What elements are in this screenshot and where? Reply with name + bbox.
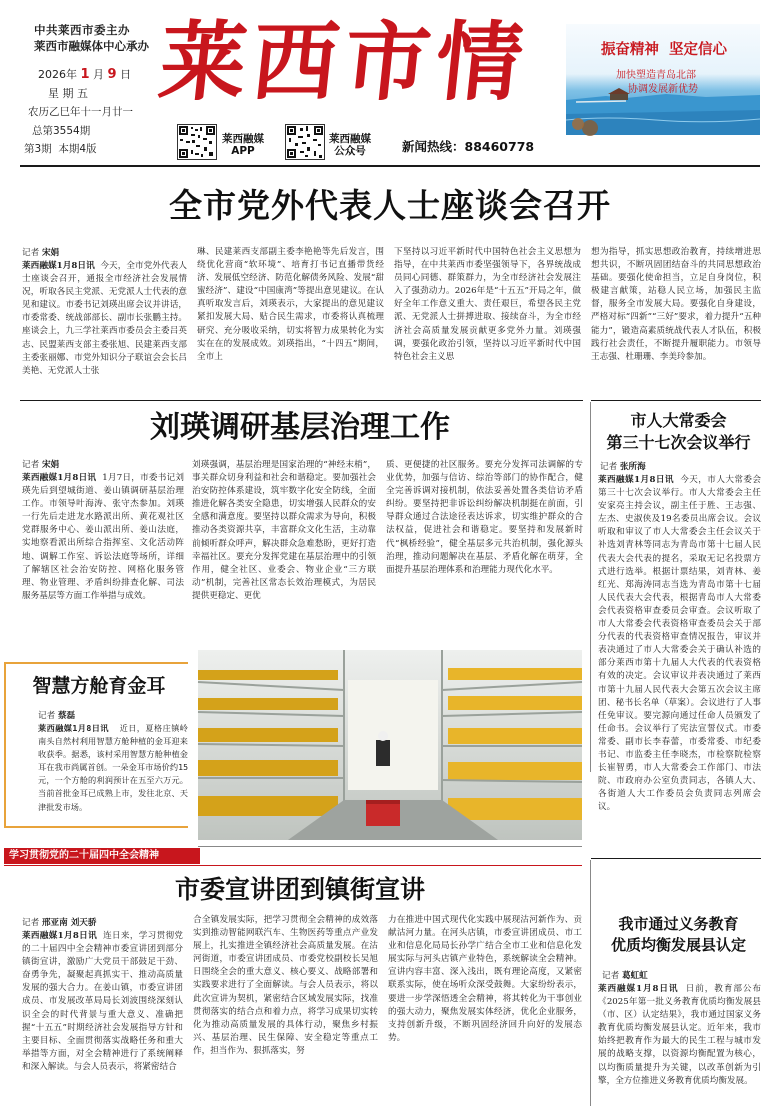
article6-headline-line2: 优质均衡发展县认定 [610,936,746,954]
banner-line-2: 加快塑造青岛北部 [616,70,696,81]
article5-column-2: 合全镇发展实际，把学习贯彻全会精神的成效落实到推动智能网联汽车、生物医药等重点产业发展上，扎实推进全镇经济社会高质量发展。在沽河街道，市委宣讲团成员、市委党校副校长吴旭日围绕全会的重大意义、核心要义、战略部署和实践要求进行了全面解读。与会人员表示，将以此次宣讲为契机，紧密结合区域发展实际，找准贯彻落实的结合点和着力点，将学习成果切实转化为推动高质量发展的具体行动，聚焦乡村振兴、基层治理、民生保障、安全稳定等重点工作，担当作为、狠抓落实，努 [193,915,378,1056]
total-issue: 总第3554期 [32,125,91,137]
newspaper-title: 莱西市情 [154,12,534,113]
article6-reporter: 葛虹虹 [621,971,648,981]
article3-body [598,474,761,813]
right-column-divider-2 [590,860,591,1106]
divider-2 [198,846,582,847]
app-qr-code[interactable] [177,124,217,160]
article4-reporter: 蔡磊 [57,711,76,721]
article1-dateline: 莱西融媒1月8日讯 [22,261,95,271]
article1-column-1 [22,260,187,376]
article3-reporter: 张所海 [619,462,646,472]
wechat-qr-label-line1: 莱西融媒 [329,133,371,145]
article3-dateline: 莱西融媒1月8日讯 [598,475,674,485]
sponsor-line-1: 中共莱西市委主办 [34,23,130,37]
divider-1 [20,400,583,401]
article6-body-text: 日前，教育部公布《2025年第一批义务教育优质均衡发展县（市、区）认定结果》，我市通过国家义务教育优质均衡发展县认定。近年来，我市始终把教育作为最大的民生工程与城市发展的战略支撑，以资源均衡配置为核心，以均衡质量提升为关键，以改革创新为引擎，全方位推进义务教育优质均衡发展。 [598,984,761,1086]
article5-headline: 市委宣讲团到镇街宣讲 [174,875,425,904]
article1-col1-text: 今天，全市党外代表人士座谈会召开，通报全市经济社会发展情况，听取各民主党派、无党派人士代表的意见和建议。市委书记刘瑛出席会议并讲话，市委常委、统战部部长、副市长张鹏主持。座谈会上，九三学社莱西市委员会主委吕英志、民盟莱西支部主委张旭、民建莱西支部主委张丽娜、市党外知识分子联谊会会长吕美艳、无党派人士张 [22,261,187,376]
article3-body-text: 今天，市人大常委会第三十七次会议举行。市人大常委会主任安家亮主持会议，副主任于胜、王志强、左杰、史淑侠及19名委员出席会议。会议听取和审议了市人大常委会主任会议关于补选刘青林等同志为青岛市第十七届人民代表大会代表的提名，采取无记名投票方式进行选举。根据计票结果，刘青林、姜红光、郑海涛同志当选为青岛市第十七届人民代表大会代表，根据青岛市人大常委会代表资格审查委员会审查。会议听取了市人大常委会代表资格审查委员会关于部分代表的代表资格审查情况报告，审议并表决通过了市人大常委会关于确认补选的部分莱西市第十九届人大代表的代表资格有效的决定。会议审议并表决通过了莱西市第十九届人民代表大会第五次会议主席团、秘书长名单（草案）。会议进行了人事任免审议。要完源向通过任命人员颁发了任命书。会议举行了宪法宣誓仪式。市委常委、副市长李春蕾，市委常委、市纪委书记、市监委主任李晓杰，市检察院检察长崔智勇，市人大常委会工作部门、市法院、市政府办公室负责同志，各镇人大、各街道人大工作委员会负责同志列席会议。 [598,475,761,813]
hotline-number[interactable]: 88460778 [464,139,535,154]
article5-col1-text: 连日来，学习贯彻党的二十届四中全会精神市委宣讲团到部分镇街宣讲，激励广大党员干部鼓足干劲、奋勇争先，凝聚起真抓实干、推动高质量发展的强大合力。在姜山镇，市委宣讲团成员、市发展改革局局长刘波围绕深刻认识全会的时代背景与重大意义、准确把握“十五五”时期经济社会发展指导方针和主要目标、全面贯彻落实战略任务和重大举措等方面，对全会精神进行了系统阐释和深入解读。与会人员表示，将紧密结合 [22,931,183,1072]
divider-1b [591,400,761,401]
article5-column-1 [22,930,183,1102]
banner-line-3: 协调发展新优势 [628,84,698,95]
article5-reporter: 邢亚南 刘天骄 [41,918,97,928]
article2-column-1 [22,472,184,624]
article2-column-3: 质、更便捷的社区服务。要充分发挥司法调解的专业优势，加强与信访、综治等部门的协作配合，健全完善诉调对接机制，依法妥善处置各类信访矛盾纠纷。要坚持把非诉讼纠纷解决机制挺在前面，引导群众通过合法途径表达诉求，切实维护群众的合法权益，促进社会和谐稳定。要坚持和发展新时代“枫桥经验”，健全基层多元共治机制，强化源头治理，推动问题解决在基层、矛盾化解在萌芽，全面提升基层治理体系和治理能力现代化水平。 [386,460,583,575]
reporter-label: 记者 [38,711,56,721]
article4-body-text: 近日，夏格庄镇岭南头自然村利用智慧方舱种植的金耳迎来收获季。据悉，该村采用智慧方舱种植金耳在我市尚属首创。一朵金耳市场价约15元，一个方舱的利润预计在五至六万元。当前首批金耳已成熟上市，发往北京、天津批发市场。 [38,723,188,812]
app-qr-label [222,133,264,157]
masthead [0,0,772,160]
article2-col1-text: 1月7日，市委书记刘瑛先后到望城街道、姜山镇调研基层治理工作。市领导叶海涛、张守杰参加。刘瑛一行先后走进龙水路派出所、黄花观社区党群服务中心、姜山派出所、姜山法庭，实地察看派出所综合指挥室、文化活动阵地、调解工作室、诉讼法庭等场所，详细了解辖区社会治安防控、网格化服务管理、物业管理、矛盾纠纷排查化解、司法服务基层等方面工作举措与成效。 [22,473,184,601]
section-tag-underline [4,865,582,866]
article1-column-3: 下坚持以习近平新时代中国特色社会主义思想为指导，在中共莱西市委坚强领导下，各界统战成员同心同德、群策群力，为全市经济社会发展注入了强劲动力。2026年是“十五五”开局之年，做好全年工作意义重大、责任艰巨，希望各民主党派、无党派人士拼搏进取、接续奋斗，为全市经济社会高质量发展贡献更多党外力量。刘瑛强调，要强化政治引领，坚持以习近平新时代中国特色社会主义思 [394,247,581,362]
article1-byline [22,247,187,260]
article6-reporter-line [602,970,648,983]
weekday: 星 期 五 [48,87,88,100]
article3-headline-line2: 第三十七次会议举行 [606,433,751,452]
divider-3 [591,858,761,859]
date-year: 2026年 [38,68,77,81]
article5-column-3: 力在推进中国式现代化实践中展现沽河新作为、贡献沽河力量。在河头店镇，市委宣讲团成员、市工业和信息化局局长孙学广结合全市工业和信息化发展实际与河头店镇产业特色，系统解读全会精神。宣讲内容丰富、深入浅出，既有理论高度，又紧密联系实际，使在场听众深受鼓舞。大家纷纷表示，要进一步学深悟透全会精神，将其转化为干事创业的强大动力，聚焦发展实体经济，优化企业服务，支持创新升级，不断巩固经济回升向好的发展态势。 [388,915,582,1043]
article2-dateline: 莱西融媒1月8日讯 [22,473,97,483]
masthead-divider [20,165,760,167]
reporter-label: 记者 [22,460,40,470]
wechat-qr-label-line2: 公众号 [334,145,366,157]
article1-column-4: 想为指导，抓实思想政治教育，持续增进思想共识，不断巩固团结奋斗的共同思想政治基础。要强化使命担当，立足自身岗位，积极建言献策，站稳人民立场，加强民主监督，服务全市发展大局。要强化自身建设，严格对标“四新”“三好”要求，着力提升“五种能力”，锻造高素质统战代表人才队伍，积极践行社会责任，不断提升履职能力。市领导王志强、杜珊珊、李美玲参加。 [591,247,761,362]
article2-reporter: 宋娟 [41,460,60,470]
date-day: 9 [107,67,117,82]
reporter-label: 记者 [22,248,40,258]
reporter-label: 记者 [602,971,620,981]
article4-body [38,722,188,822]
article4-dateline: 莱西融媒1月8日讯 [38,723,109,733]
right-column-divider [590,402,591,772]
article1-reporter-line [22,247,187,260]
sponsor-line-2: 莱西市融媒体中心承办 [34,39,149,53]
date-day-suffix: 日 [120,68,132,81]
hotline-label: 新闻热线： [402,139,465,154]
news-hotline [402,137,534,155]
article2-column-2: 刘瑛强调，基层治理是国家治理的“神经末梢”，事关群众切身利益和社会和谐稳定。要加强社会治安防控体系建设，筑牢数字化安全防线，全面推进化解各类安全隐患，切实增强人民群众的安全感和满意度。要坚持以群众需求为导向，积极推动各类资源共享，丰富群众文化生活，主动靠前倾听群众呼声，解决群众急难愁盼，更好打造幸福社区。要充分发挥党建在基层治理中的引领作用，健全社区、业委会、物业企业“三方联动”机制，完善社区常态长效治理模式，为居民提供更稳定、更优 [192,460,376,601]
wechat-qr-label [329,133,371,157]
article6-body [598,983,761,1102]
article3-headline-line1: 市人大常委会 [630,411,727,430]
article2-headline: 刘瑛调研基层治理工作 [150,410,450,445]
app-qr-label-line1: 莱西融媒 [222,133,264,145]
issue-number: 第3期 本期4版 [24,143,97,155]
article4-headline: 智慧方舱育金耳 [32,675,166,697]
article2-reporter-line [22,459,59,472]
section-tag: 学习贯彻党的二十届四中全会精神 [4,848,200,864]
article3-reporter-line [600,461,646,474]
date-month-suffix: 月 [93,68,105,81]
article1-headline: 全市党外代表人士座谈会召开 [169,186,611,225]
article5-reporter-line [22,917,97,930]
article6-dateline: 莱西融媒1月8日讯 [598,984,679,994]
app-qr-label-line2: APP [231,145,255,157]
wechat-qr-code[interactable] [285,124,325,160]
golden-fungus-photo [198,650,582,840]
reporter-label: 记者 [600,462,618,472]
article1-column-2: 琳、民建莱西支部副主委李艳艳等先后发言，围绕优化营商“软环境”、培育打书记直播带货经济、发展低空经济、防范化解债务风险、发展“甜蜜经济”、建设“中国康湾”等提出意见建议。在认真听取发言后，刘瑛表示，大家提出的意见建议紧扣发展大局、贴合民生需求，市委将认真梳理研究、充分吸收采纳，切实将智力成果转化为实实在在的发展成效。刘瑛指出，“十四五”期间，全市上 [197,247,384,362]
article1-reporter: 宋娟 [41,248,60,258]
banner-slogan: 振奋精神 坚定信心 [600,41,728,58]
reporter-label: 记者 [22,918,40,928]
date-month: 1 [80,67,90,82]
lunar-date: 农历乙巳年十一月廿一 [28,106,133,118]
issue-date [38,66,131,82]
slogan-banner [566,24,760,135]
article5-dateline: 莱西融媒1月8日讯 [22,931,97,941]
article6-headline-line1: 我市通过义务教育 [618,915,739,933]
